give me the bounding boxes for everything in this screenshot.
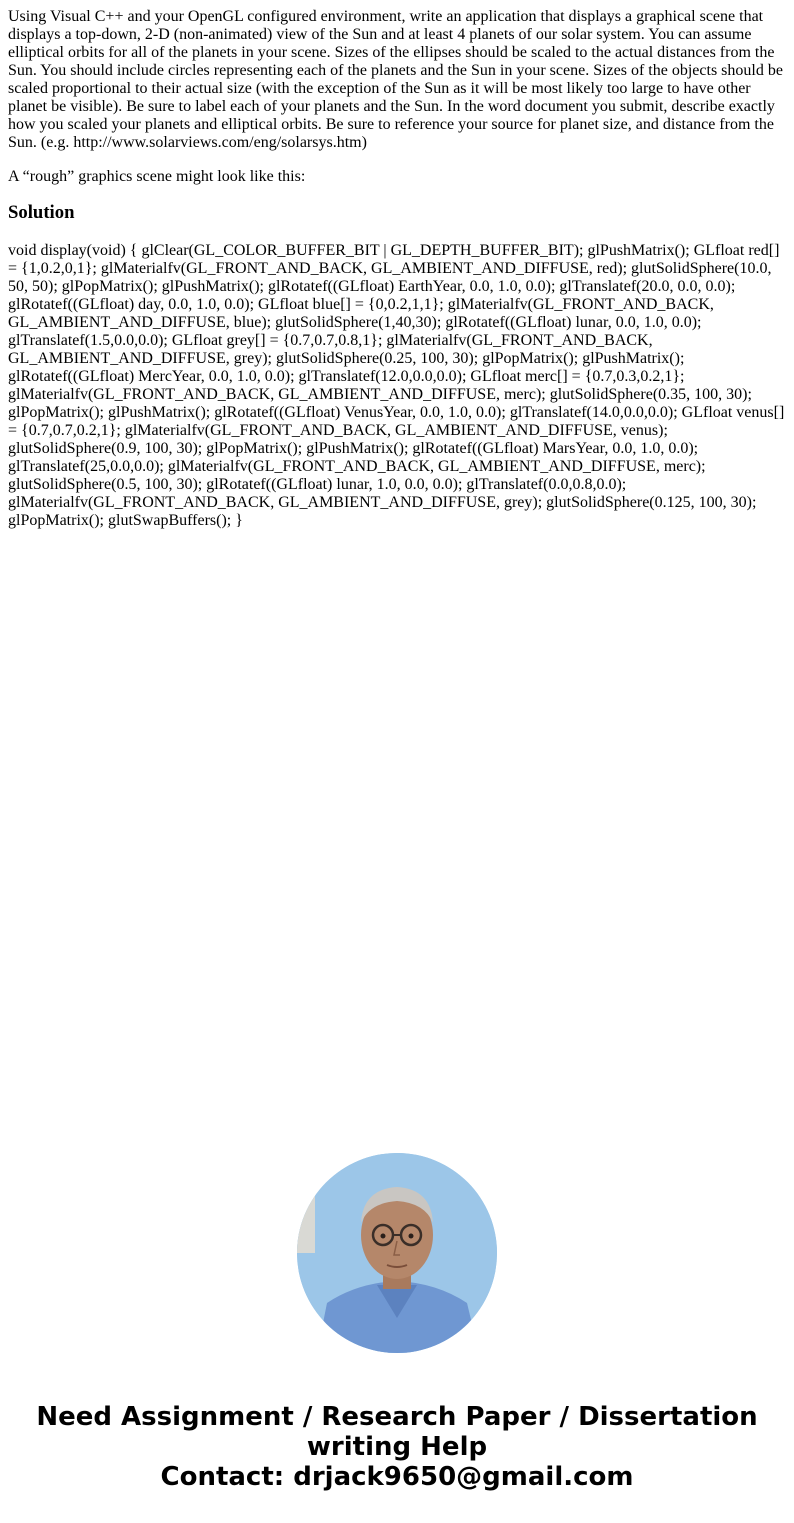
person-photo-icon <box>297 1153 497 1353</box>
question-paragraph: Using Visual C++ and your OpenGL configured environment, write an application that displays a graphical scene that displays a top-down, 2-D (non-animated) view of the Sun and at least 4 planets of our solar system. You can assume elliptical orbits for all of the planets in your scene. Sizes of the ellipses should be scaled to the actual distances from the Sun. You should include circles representing each of the planets and the Sun in your scene. Sizes of the objects should be scaled proportional to their actual size (with the exception of the Sun as it will be most likely too large to have other planet be visible). Be sure to label each of your planets and the Sun. In the word document you submit, describe exactly how you scaled your planets and elliptical orbits. Be sure to reference your source for planet size, and distance from the Sun. (e.g. http://www.solarviews.com/eng/solarsys.htm) <box>8 8 783 151</box>
solution-heading: Solution <box>8 202 75 223</box>
promo-line-2: writing Help <box>306 1432 488 1462</box>
promo-contact-line: Contact: drjack9650@gmail.com <box>160 1462 634 1492</box>
solution-code: void display(void) { glClear(GL_COLOR_BUFFER_BIT | GL_DEPTH_BUFFER_BIT); glPushMatrix(); GLfloat red[] = {1,0.2,0,1}; glMaterialfv(GL_FRONT_AND_BACK, GL_AMBIENT_AND_DIFFUSE, red); glutSolidSphere(10.0, 50, 50); glPopMatrix(); glPushMatrix(); glRotatef((GLfloat) EarthYear, 0.0, 1.0, 0.0); glTranslatef(20.0, 0.0, 0.0); glRotatef((GLfloat) day, 0.0, 1.0, 0.0); GLfloat blue[] = {0,0.2,1,1}; glMaterialfv(GL_FRONT_AND_BACK, GL_AMBIENT_AND_DIFFUSE, blue); glutSolidSphere(1,40,30); glRotatef((GLfloat) lunar, 0.0, 1.0, 0.0); glTranslatef(1.5,0.0,0.0); GLfloat grey[] = {0.7,0.7,0.8,1}; glMaterialfv(GL_FRONT_AND_BACK, GL_AMBIENT_AND_DIFFUSE, grey); glutSolidSphere(0.25, 100, 30); glPopMatrix(); glPushMatrix(); glRotatef((GLfloat) MercYear, 0.0, 1.0, 0.0); glTranslatef(12.0,0.0,0.0); GLfloat merc[] = {0.7,0.3,0.2,1}; glMaterialfv(GL_FRONT_AND_BACK, GL_AMBIENT_AND_DIFFUSE, merc); glutSolidSphere(0.35, 100, 30); glPopMatrix(); glPushMatrix(); glRotatef((GLfloat) VenusYear, 0.0, 1.0, 0.0); glTranslatef(14.0,0.0,0.0); GLfloat venus[] = {0.7,0.7,0.2,1}; glMaterialfv(GL_FRONT_AND_BACK, GL_AMBIENT_AND_DIFFUSE, venus); glutSolidSphere(0.9, 100, 30); glPopMatrix(); glPushMatrix(); glRotatef((GLfloat) MarsYear, 0.0, 1.0, 0.0); glTranslatef(25,0.0,0.0); glMaterialfv(GL_FRONT_AND_BACK, GL_AMBIENT_AND_DIFFUSE, merc); glutSolidSphere(0.5, 100, 30); glRotatef((GLfloat) lunar, 1.0, 0.0, 0.0); glTranslatef(0.0,0.8,0.0); glMaterialfv(GL_FRONT_AND_BACK, GL_AMBIENT_AND_DIFFUSE, grey); glutSolidSphere(0.125, 100, 30); glPopMatrix(); glutSwapBuffers(); } <box>8 242 785 529</box>
document-body <box>8 8 786 530</box>
avatar <box>297 1153 497 1353</box>
rough-scene-note: A “rough” graphics scene might look like this: <box>8 168 306 185</box>
promo-line-1: Need Assignment / Research Paper / Dissertation <box>36 1402 758 1432</box>
promo-banner <box>0 1402 794 1492</box>
